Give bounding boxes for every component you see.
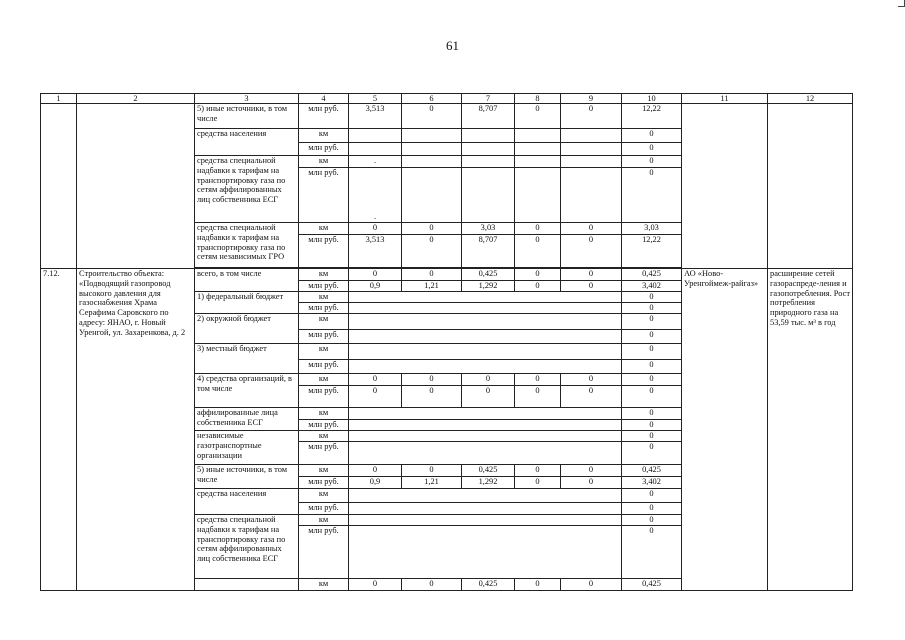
investment-program-table: [40, 93, 853, 591]
unit-cell: км: [299, 579, 349, 591]
value-cell: 3,513: [349, 104, 402, 129]
value-cell: 0,9: [349, 477, 402, 489]
col-header-8: 8: [515, 94, 561, 104]
unit-cell: млн руб.: [299, 281, 349, 292]
unit-cell: км: [299, 292, 349, 303]
total-cell: 0: [622, 420, 682, 431]
value-cell: 0: [402, 104, 462, 129]
source-label: средства специальной надбавки к тарифам на транспортировку газа по сетям аффилированных лиц собственника ЕСГ: [195, 156, 299, 223]
source-label: аффилированные лица собственника ЕСГ: [195, 408, 299, 431]
value-cell: 0,425: [462, 465, 515, 477]
total-cell: 0: [622, 330, 682, 344]
goal-cell: расширение сетей газораспреде-ления и газопотребления. Рост потребления природного газа на 53,59 тыс. м³ в год: [768, 269, 853, 591]
unit-cell: км: [299, 408, 349, 420]
value-cell: 0: [349, 374, 402, 386]
unit-cell: км: [299, 129, 349, 143]
table-row: [41, 269, 853, 281]
value-cell: 0: [402, 465, 462, 477]
total-cell: 0: [622, 526, 682, 579]
col-header-2: 2: [77, 94, 195, 104]
value-cell: 8,707: [462, 104, 515, 129]
page-corner-mark: [898, 0, 905, 7]
value-cell: 0: [402, 235, 462, 268]
source-label: всего, в том числе: [195, 269, 299, 292]
value-cell: 0,425: [462, 579, 515, 591]
unit-cell: млн руб.: [299, 526, 349, 579]
value-cell: 1,21: [402, 281, 462, 292]
value-cell: 0: [515, 386, 561, 408]
col-header-7: 7: [462, 94, 515, 104]
unit-cell: км: [299, 465, 349, 477]
value-cell: 0: [515, 374, 561, 386]
total-cell: 0: [622, 360, 682, 374]
value-cell: 0: [402, 579, 462, 591]
unit-cell: км: [299, 314, 349, 330]
unit-cell: км: [299, 489, 349, 503]
value-cell: 0: [462, 374, 515, 386]
unit-cell: км: [299, 344, 349, 360]
value-cell: 0: [462, 386, 515, 408]
value-cell: 1,21: [402, 477, 462, 489]
cont-number-cell: [41, 104, 77, 269]
value-cell: 0: [561, 374, 622, 386]
total-cell: 0: [622, 344, 682, 360]
mark-cell: .: [349, 156, 402, 168]
value-cell: 0: [349, 579, 402, 591]
unit-cell: км: [299, 515, 349, 526]
value-cell: 0: [561, 269, 622, 281]
total-cell: 0: [622, 314, 682, 330]
value-cell: 0: [515, 104, 561, 129]
value-cell: 0,9: [349, 281, 402, 292]
total-cell: 0: [622, 386, 682, 408]
table-row: [41, 104, 853, 129]
value-cell: 0: [349, 223, 402, 235]
unit-cell: км: [299, 374, 349, 386]
unit-cell: км: [299, 431, 349, 442]
source-label: 4) средства организаций, в том числе: [195, 374, 299, 408]
unit-cell: млн руб.: [299, 442, 349, 465]
unit-cell: млн руб.: [299, 168, 349, 223]
col-header-1: 1: [41, 94, 77, 104]
value-cell: 0: [402, 386, 462, 408]
source-label: 5) иные источники, в том числе: [195, 104, 299, 129]
column-header-row: [41, 94, 853, 104]
col-header-12: 12: [768, 94, 853, 104]
source-label: средства специальной надбавки к тарифам на транспортировку газа по сетям независимых ГРО: [195, 223, 299, 268]
total-cell: 0: [622, 143, 682, 156]
value-cell: 0: [561, 223, 622, 235]
total-cell: 0: [622, 292, 682, 303]
source-label: средства специальной надбавки к тарифам на транспортировку газа по сетям аффилированных лиц собственника ЕСГ: [195, 515, 299, 579]
source-label: [195, 579, 299, 591]
source-label: 2) окружной бюджет: [195, 314, 299, 344]
total-cell: 0: [622, 431, 682, 442]
value-cell: 0: [515, 281, 561, 292]
source-label: 3) местный бюджет: [195, 344, 299, 374]
unit-cell: млн руб.: [299, 104, 349, 129]
col-header-11: 11: [682, 94, 768, 104]
total-cell: 12,22: [622, 235, 682, 268]
col-header-9: 9: [561, 94, 622, 104]
value-cell: 0: [515, 579, 561, 591]
value-cell: 0: [561, 281, 622, 292]
unit-cell: км: [299, 269, 349, 281]
cont-executor-cell: [682, 104, 768, 269]
mark-cell: .: [349, 168, 402, 223]
total-cell: 0: [622, 489, 682, 503]
unit-cell: км: [299, 156, 349, 168]
value-cell: 8,707: [462, 235, 515, 268]
unit-cell: млн руб.: [299, 235, 349, 268]
total-cell: 0: [622, 503, 682, 515]
total-cell: 0: [622, 156, 682, 168]
value-cell: 1,292: [462, 477, 515, 489]
total-cell: 0: [622, 515, 682, 526]
value-cell: 0: [561, 579, 622, 591]
cont-name-cell: [77, 104, 195, 269]
total-cell: 12,22: [622, 104, 682, 129]
source-label: 1) федеральный бюджет: [195, 292, 299, 314]
value-cell: 0: [402, 223, 462, 235]
unit-cell: млн руб.: [299, 503, 349, 515]
value-cell: 0: [561, 477, 622, 489]
value-cell: 0: [349, 465, 402, 477]
value-cell: 0: [402, 374, 462, 386]
total-cell: 3,402: [622, 281, 682, 292]
value-cell: 0: [515, 465, 561, 477]
total-cell: 0: [622, 408, 682, 420]
unit-cell: км: [299, 223, 349, 235]
total-cell: 0: [622, 442, 682, 465]
value-cell: 1,292: [462, 281, 515, 292]
value-cell: 0: [349, 269, 402, 281]
value-cell: 0: [561, 465, 622, 477]
total-cell: 0: [622, 303, 682, 314]
col-header-5: 5: [349, 94, 402, 104]
value-cell: 0: [402, 269, 462, 281]
cont-goal-cell: [768, 104, 853, 269]
total-cell: 3,402: [622, 477, 682, 489]
total-cell: 0,425: [622, 269, 682, 281]
executor-cell: АО «Ново-Уренгоймеж-райгаз»: [682, 269, 768, 591]
col-header-6: 6: [402, 94, 462, 104]
value-cell: 0,425: [462, 269, 515, 281]
col-header-4: 4: [299, 94, 349, 104]
unit-cell: млн руб.: [299, 386, 349, 408]
page-number: 61: [446, 38, 459, 53]
total-cell: 0: [622, 374, 682, 386]
unit-cell: млн руб.: [299, 420, 349, 431]
total-cell: 3,03: [622, 223, 682, 235]
value-cell: 3,513: [349, 235, 402, 268]
col-header-3: 3: [195, 94, 299, 104]
value-cell: 0: [515, 235, 561, 268]
total-cell: 0: [622, 168, 682, 223]
value-cell: 0: [515, 477, 561, 489]
value-cell: 3,03: [462, 223, 515, 235]
unit-cell: млн руб.: [299, 330, 349, 344]
value-cell: 0: [561, 235, 622, 268]
object-name: Строительство объекта: «Подводящий газопровод высокого давления для газоснабжения Храма Серафима Саровского по адресу: ЯНАО, г. Новый Уренгой, ул. Захаренкова, д. 2: [77, 269, 195, 591]
total-cell: 0,425: [622, 465, 682, 477]
unit-cell: млн руб.: [299, 477, 349, 489]
item-number: 7.12.: [41, 269, 77, 591]
unit-cell: млн руб.: [299, 143, 349, 156]
source-label: средства населения: [195, 489, 299, 515]
source-label: 5) иные источники, в том числе: [195, 465, 299, 489]
value-cell: 0: [349, 386, 402, 408]
value-cell: 0: [561, 386, 622, 408]
total-cell: 0,425: [622, 579, 682, 591]
col-header-10: 10: [622, 94, 682, 104]
source-label: средства населения: [195, 129, 299, 156]
value-cell: 0: [515, 269, 561, 281]
value-cell: 0: [515, 223, 561, 235]
total-cell: 0: [622, 129, 682, 143]
unit-cell: млн руб.: [299, 360, 349, 374]
value-cell: 0: [561, 104, 622, 129]
unit-cell: млн руб.: [299, 303, 349, 314]
source-label: независимые газотранспортные организации: [195, 431, 299, 465]
